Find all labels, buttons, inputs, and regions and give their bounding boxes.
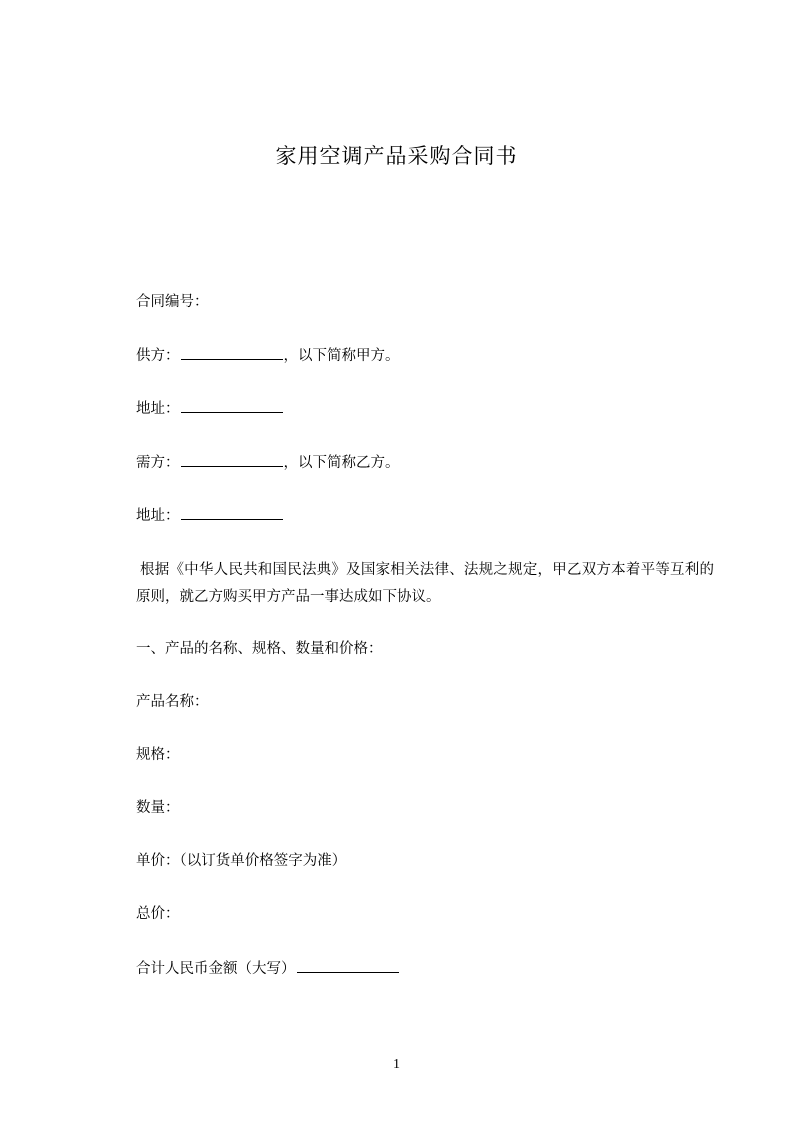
buyer-blank[interactable] bbox=[181, 452, 283, 467]
buyer-address-blank[interactable] bbox=[181, 505, 283, 520]
supplier-label: 供方： bbox=[136, 348, 180, 364]
quantity-line: 数量： bbox=[136, 800, 180, 816]
intro-paragraph: 根据《中华人民共和国民法典》及国家相关法律、法规之规定，甲乙双方本着平等互利的原则，就乙方购买甲方产品一事达成如下协议。 bbox=[136, 562, 714, 605]
supplier-address-line bbox=[136, 398, 284, 419]
buyer-label: 需方： bbox=[136, 455, 180, 471]
total-price-line: 总价： bbox=[136, 906, 180, 922]
buyer-suffix: ，以下简称乙方。 bbox=[283, 455, 400, 471]
contract-number-label: 合同编号： bbox=[136, 294, 209, 310]
supplier-address-label: 地址： bbox=[136, 401, 180, 417]
buyer-address-label: 地址： bbox=[136, 508, 180, 524]
total-rmb-line bbox=[136, 958, 400, 979]
section-1-heading: 一、产品的名称、规格、数量和价格： bbox=[136, 641, 383, 657]
document-title: 家用空调产品采购合同书 bbox=[275, 144, 518, 168]
supplier-address-blank[interactable] bbox=[181, 398, 283, 413]
supplier-blank[interactable] bbox=[181, 345, 283, 360]
total-rmb-blank[interactable] bbox=[297, 958, 399, 973]
product-name-line: 产品名称： bbox=[136, 694, 209, 710]
total-rmb-label: 合计人民币金额（大写） bbox=[136, 961, 296, 977]
buyer-address-line bbox=[136, 505, 284, 526]
supplier-suffix: ，以下简称甲方。 bbox=[283, 348, 400, 364]
buyer-line bbox=[136, 452, 400, 473]
contract-number-line bbox=[136, 292, 209, 312]
supplier-line bbox=[136, 345, 400, 366]
unit-price-line: 单价：（以订货单价格签字为准） bbox=[136, 853, 347, 869]
page-number: 1 bbox=[393, 1057, 400, 1072]
spec-line: 规格： bbox=[136, 747, 180, 763]
